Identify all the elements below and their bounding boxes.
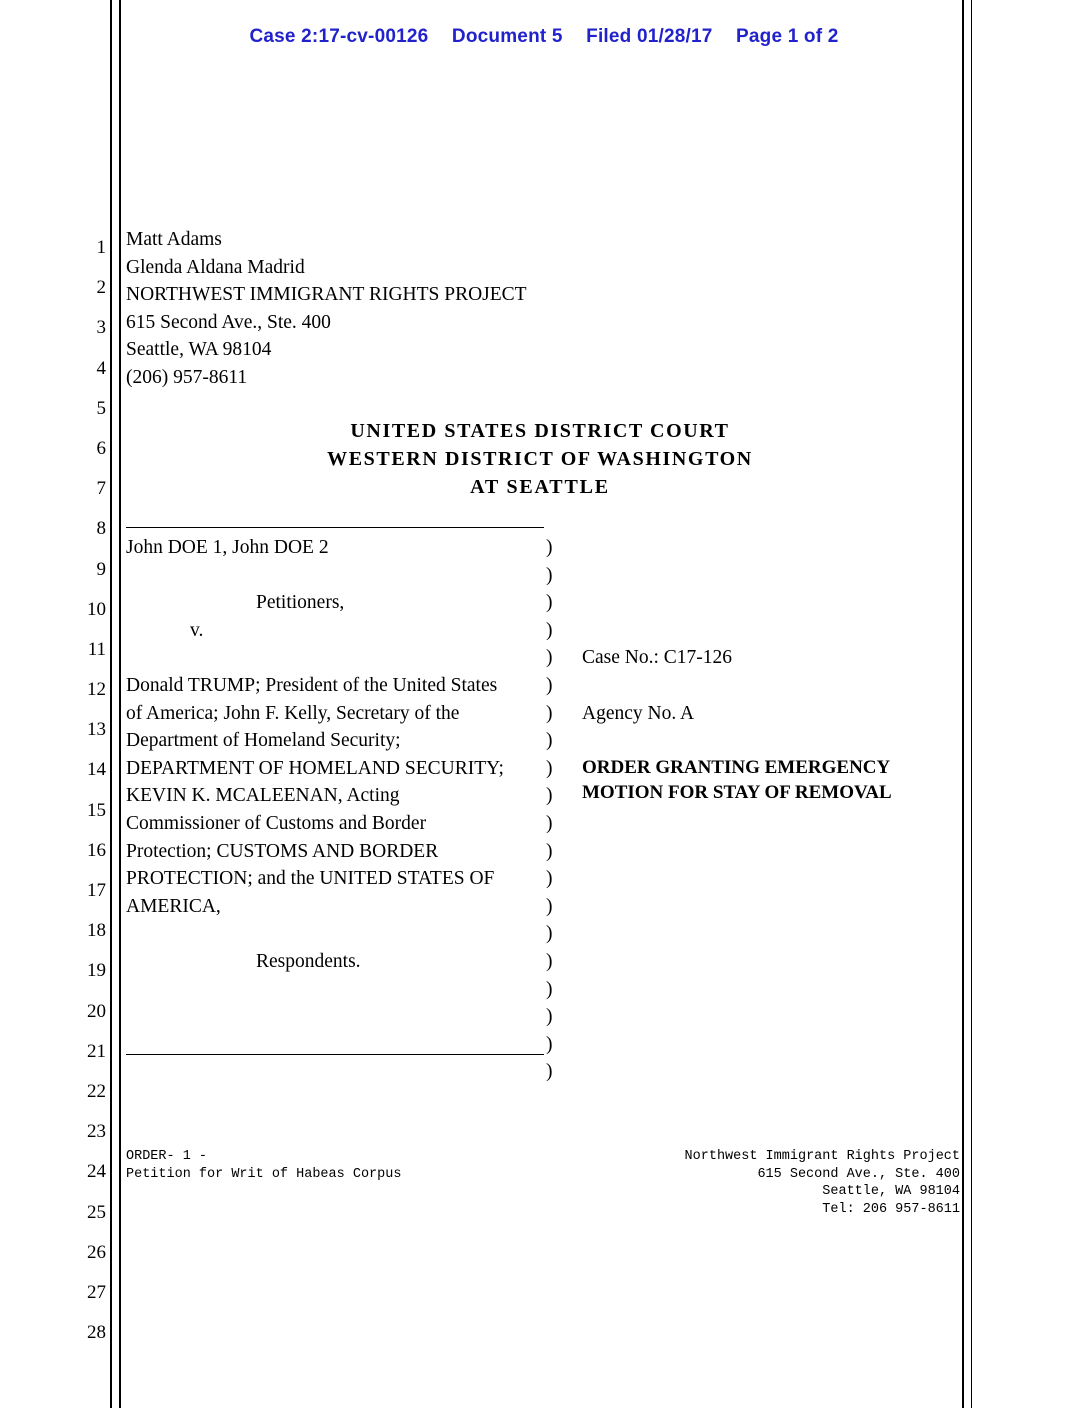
pleading-rule-left-outer xyxy=(110,0,112,1408)
line-number: 14 xyxy=(87,759,106,781)
respondent-line: Department of Homeland Security; xyxy=(126,730,401,752)
caption-paren: ) xyxy=(546,1006,553,1028)
caption-paren: ) xyxy=(546,592,553,614)
respondent-line: KEVIN K. MCALEENAN, Acting xyxy=(126,785,400,807)
caption-paren: ) xyxy=(546,757,553,779)
respondent-line: Protection; CUSTOMS AND BORDER xyxy=(126,840,439,862)
caption-paren: ) xyxy=(546,923,553,945)
line-number: 20 xyxy=(87,1000,106,1022)
caption-right-column xyxy=(582,534,982,805)
caption-paren: ) xyxy=(546,537,553,558)
caption-divider-bottom xyxy=(126,1054,544,1055)
caption-paren: ) xyxy=(546,895,553,917)
footer-right-line: Tel: 206 957-8611 xyxy=(822,1201,960,1217)
case-caption xyxy=(126,527,954,1083)
attorney-line: NORTHWEST IMMIGRANT RIGHTS PROJECT xyxy=(126,284,527,305)
footer-left-line: ORDER- 1 - xyxy=(126,1149,208,1164)
line-number: 8 xyxy=(96,518,106,540)
caption-paren-column xyxy=(546,534,570,1086)
caption-paren: ) xyxy=(546,840,553,862)
line-number: 5 xyxy=(96,397,106,419)
caption-paren: ) xyxy=(546,619,553,641)
line-number: 24 xyxy=(87,1161,106,1183)
respondent-line: of America; John F. Kelly, Secretary of the xyxy=(126,702,460,724)
line-number: 2 xyxy=(96,277,106,299)
attorney-line: (206) 957-8611 xyxy=(126,366,248,388)
line-number: 17 xyxy=(87,880,106,901)
caption-paren: ) xyxy=(546,1033,553,1055)
court-title-line: UNITED STATES DISTRICT COURT xyxy=(350,420,730,442)
footer-left-line: Petition for Writ of Habeas Corpus xyxy=(126,1166,402,1182)
caption-paren: ) xyxy=(546,1061,553,1083)
line-number: 11 xyxy=(87,638,106,660)
line-number: 7 xyxy=(96,478,106,500)
order-title xyxy=(582,755,982,805)
line-number: 22 xyxy=(87,1080,106,1102)
caption-paren: ) xyxy=(546,702,553,724)
footer-right-block xyxy=(685,1148,960,1218)
caption-paren: ) xyxy=(546,785,553,807)
court-title-line: WESTERN DISTRICT OF WASHINGTON xyxy=(327,448,753,470)
ecf-document-number: Document 5 xyxy=(451,26,563,47)
caption-paren: ) xyxy=(546,868,553,890)
caption-divider-top xyxy=(126,527,544,528)
line-number: 13 xyxy=(87,719,106,741)
pleading-line-numbers xyxy=(72,228,106,1353)
caption-paren: ) xyxy=(546,730,553,752)
order-title-line: MOTION FOR STAY OF REMOVAL xyxy=(582,782,892,804)
respondents-label: Respondents. xyxy=(256,950,361,972)
line-number: 6 xyxy=(96,437,106,459)
court-title xyxy=(126,417,954,501)
line-number: 9 xyxy=(96,558,106,580)
attorney-line: Glenda Aldana Madrid xyxy=(126,256,305,278)
line-number: 3 xyxy=(96,317,106,339)
caption-paren: ) xyxy=(546,647,553,669)
court-title-line: AT SEATTLE xyxy=(470,476,610,498)
line-number: 10 xyxy=(87,598,106,620)
caption-paren: ) xyxy=(546,812,553,834)
attorney-line: Matt Adams xyxy=(126,229,222,250)
line-number: 19 xyxy=(87,960,106,982)
respondent-line: DEPARTMENT OF HOMELAND SECURITY; xyxy=(126,757,504,779)
footer-right-line: Seattle, WA 98104 xyxy=(822,1184,960,1199)
caption-paren: ) xyxy=(546,564,553,586)
line-number: 18 xyxy=(87,920,106,942)
order-title-line: ORDER GRANTING EMERGENCY xyxy=(582,757,891,779)
ecf-page-number: Page 1 of 2 xyxy=(736,26,839,47)
footer-right-line: Northwest Immigrant Rights Project xyxy=(684,1149,960,1164)
respondent-line: Commissioner of Customs and Border xyxy=(126,812,427,834)
party-column xyxy=(126,534,546,976)
attorney-address-block xyxy=(126,226,954,391)
line-number: 28 xyxy=(87,1322,106,1344)
line-number: 15 xyxy=(87,799,106,821)
respondent-line: PROTECTION; and the UNITED STATES OF xyxy=(126,868,495,890)
petitioners-label: Petitioners, xyxy=(256,592,345,614)
line-number: 4 xyxy=(96,357,106,379)
pleading-rule-left-inner xyxy=(119,0,121,1408)
respondent-line: AMERICA, xyxy=(126,895,221,917)
footer-right-line: 615 Second Ave., Ste. 400 xyxy=(757,1166,960,1182)
agency-number: Agency No. A xyxy=(582,702,695,724)
versus-label: v. xyxy=(190,619,204,641)
case-number: Case No.: C17-126 xyxy=(582,647,733,668)
attorney-line: Seattle, WA 98104 xyxy=(126,339,272,360)
line-number: 12 xyxy=(87,679,106,701)
caption-paren: ) xyxy=(546,978,553,1000)
caption-table xyxy=(126,534,954,1083)
document-body xyxy=(126,226,954,1083)
footer-left-block xyxy=(126,1148,401,1183)
line-number: 25 xyxy=(87,1201,106,1223)
petitioners-names: John DOE 1, John DOE 2 xyxy=(126,537,329,558)
caption-paren: ) xyxy=(546,950,553,972)
line-number: 23 xyxy=(87,1121,106,1143)
ecf-header-stamp xyxy=(0,26,1088,48)
line-number: 16 xyxy=(87,839,106,861)
line-number: 21 xyxy=(87,1040,106,1062)
ecf-filed-date: Filed 01/28/17 xyxy=(586,26,713,47)
line-number: 27 xyxy=(87,1281,106,1303)
ecf-case-number: Case 2:17-cv-00126 xyxy=(249,26,429,47)
caption-paren: ) xyxy=(546,674,553,696)
line-number: 1 xyxy=(96,237,106,258)
respondent-line: Donald TRUMP; President of the United States xyxy=(126,674,498,696)
line-number: 26 xyxy=(87,1241,106,1263)
attorney-line: 615 Second Ave., Ste. 400 xyxy=(126,311,331,333)
